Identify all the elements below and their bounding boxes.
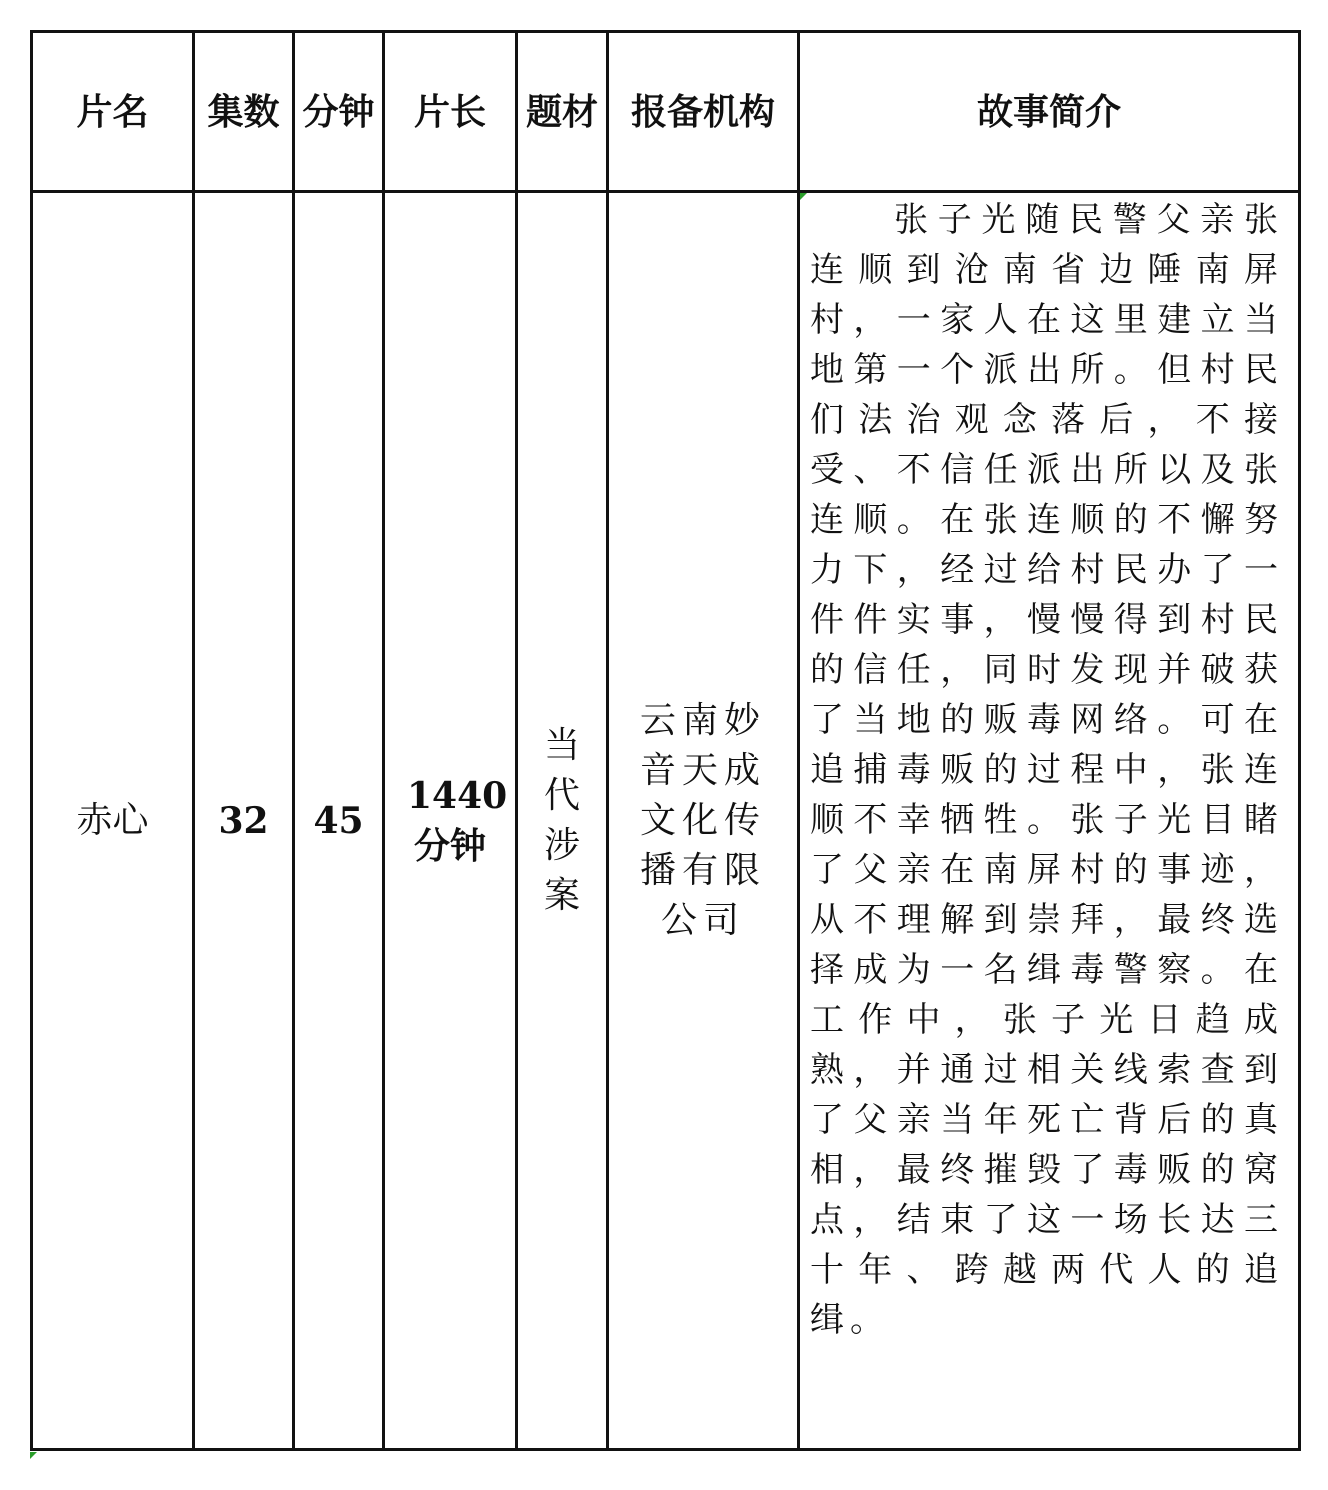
header-title: 片名 (32, 32, 194, 192)
cell-minutes: 45 (294, 192, 384, 1450)
cell-episodes: 32 (194, 192, 294, 1450)
cell-genre: 当代涉案 (517, 192, 608, 1450)
header-episodes: 集数 (194, 32, 294, 192)
header-length: 片长 (384, 32, 517, 192)
header-row (32, 32, 1300, 192)
cell-title: 赤心 (32, 192, 194, 1450)
header-summary: 故事简介 (799, 32, 1300, 192)
filing-table (30, 30, 1301, 1451)
summary-text: 张子光随民警父亲张连顺到沧南省边陲南屏村，一家人在这里建立当地第一个派出所。但村民们法治观念落后，不接受、不信任派出所以及张连顺。在张连顺的不懈努力下，经过给村民办了一件件实事，慢慢得到村民的信任，同时发现并破获了当地的贩毒网络。可在追捕毒贩的过程中，张连顺不幸牺牲。张子光目睹了父亲在南屏村的事迹，从不理解到崇拜，最终选择成为一名缉毒警察。在工作中，张子光日趋成熟，并通过相关线索查到了父亲当年死亡背后的真相，最终摧毁了毒贩的窝点，结束了这一场长达三十年、跨越两代人的追缉。 (810, 200, 1284, 1340)
header-agency: 报备机构 (608, 32, 799, 192)
table-corner-marker (30, 1452, 37, 1459)
cell-corner-marker (800, 193, 807, 200)
cell-length: 1440分钟 (384, 192, 517, 1450)
header-genre: 题材 (517, 32, 608, 192)
cell-summary (799, 192, 1300, 1450)
table-row (32, 192, 1300, 1450)
cell-agency: 云南妙音天成文化传播有限公司 (608, 192, 799, 1450)
header-minutes: 分钟 (294, 32, 384, 192)
